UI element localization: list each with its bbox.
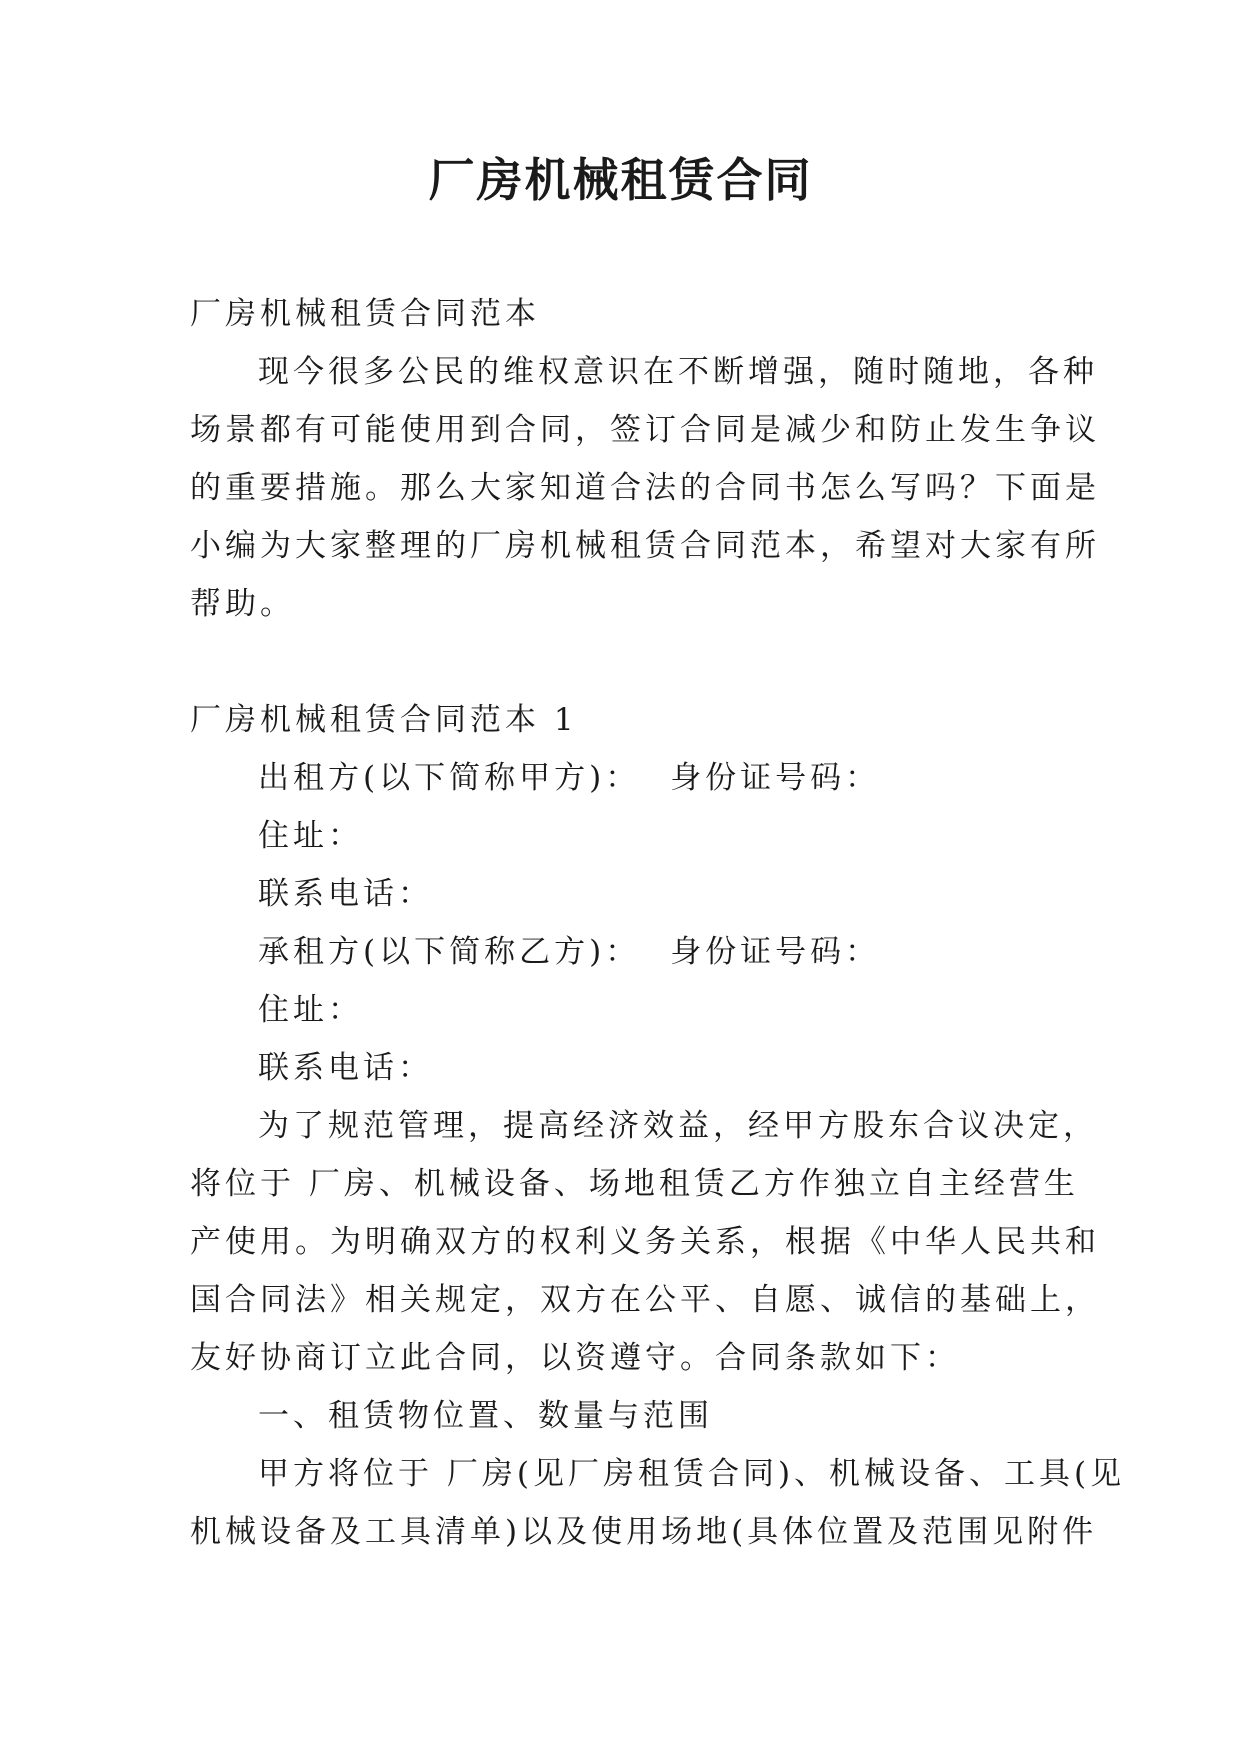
- paragraph-line: 的重要措施。那么大家知道合法的合同书怎么写吗？下面是: [190, 470, 1100, 506]
- paragraph-line: 场景都有可能使用到合同，签订合同是减少和防止发生争议: [190, 412, 1100, 448]
- paragraph-line: 产使用。为明确双方的权利义务关系，根据《中华人民共和: [190, 1224, 1100, 1260]
- party-a-id-label: 身份证号码：: [670, 760, 881, 796]
- party-a-address: 住址：: [258, 818, 363, 854]
- section-heading: 厂房机械租赁合同范本 1: [190, 702, 578, 738]
- paragraph-line: 小编为大家整理的厂房机械租赁合同范本，希望对大家有所: [190, 528, 1100, 564]
- party-b-phone: 联系电话：: [258, 1050, 433, 1086]
- document-title: 厂房机械租赁合同: [428, 153, 813, 207]
- paragraph-line: 帮助。: [190, 586, 295, 622]
- paragraph-line: 将位于 厂房、机械设备、场地租赁乙方作独立自主经营生: [190, 1166, 1079, 1202]
- document-body: [190, 285, 1126, 1561]
- paragraph-line: 甲方将位于 厂房(见厂房租赁合同)、机械设备、工具(见: [258, 1456, 1126, 1492]
- party-b-label: 承租方(以下简称乙方)：: [258, 934, 641, 970]
- party-a-phone: 联系电话：: [258, 876, 433, 912]
- party-b-address: 住址：: [258, 992, 363, 1028]
- party-a-label: 出租方(以下简称甲方)：: [258, 760, 641, 796]
- spacer: [190, 633, 1060, 691]
- party-a-line: [190, 749, 1060, 807]
- paragraph-line: 国合同法》相关规定，双方在公平、自愿、诚信的基础上，: [190, 1282, 1100, 1318]
- paragraph-line: 友好协商订立此合同，以资遵守。合同条款如下：: [190, 1340, 960, 1376]
- paragraph-line: 为了规范管理，提高经济效益，经甲方股东合议决定，: [258, 1108, 1098, 1144]
- paragraph-line: 现今很多公民的维权意识在不断增强，随时随地，各种: [258, 354, 1098, 390]
- party-b-line: [190, 923, 1060, 981]
- paragraph-line: 机械设备及工具清单)以及使用场地(具体位置及范围见附件: [190, 1514, 1098, 1550]
- party-b-id-label: 身份证号码：: [670, 934, 881, 970]
- section-heading: 厂房机械租赁合同范本: [190, 296, 540, 332]
- clause-title: 一、租赁物位置、数量与范围: [258, 1398, 713, 1434]
